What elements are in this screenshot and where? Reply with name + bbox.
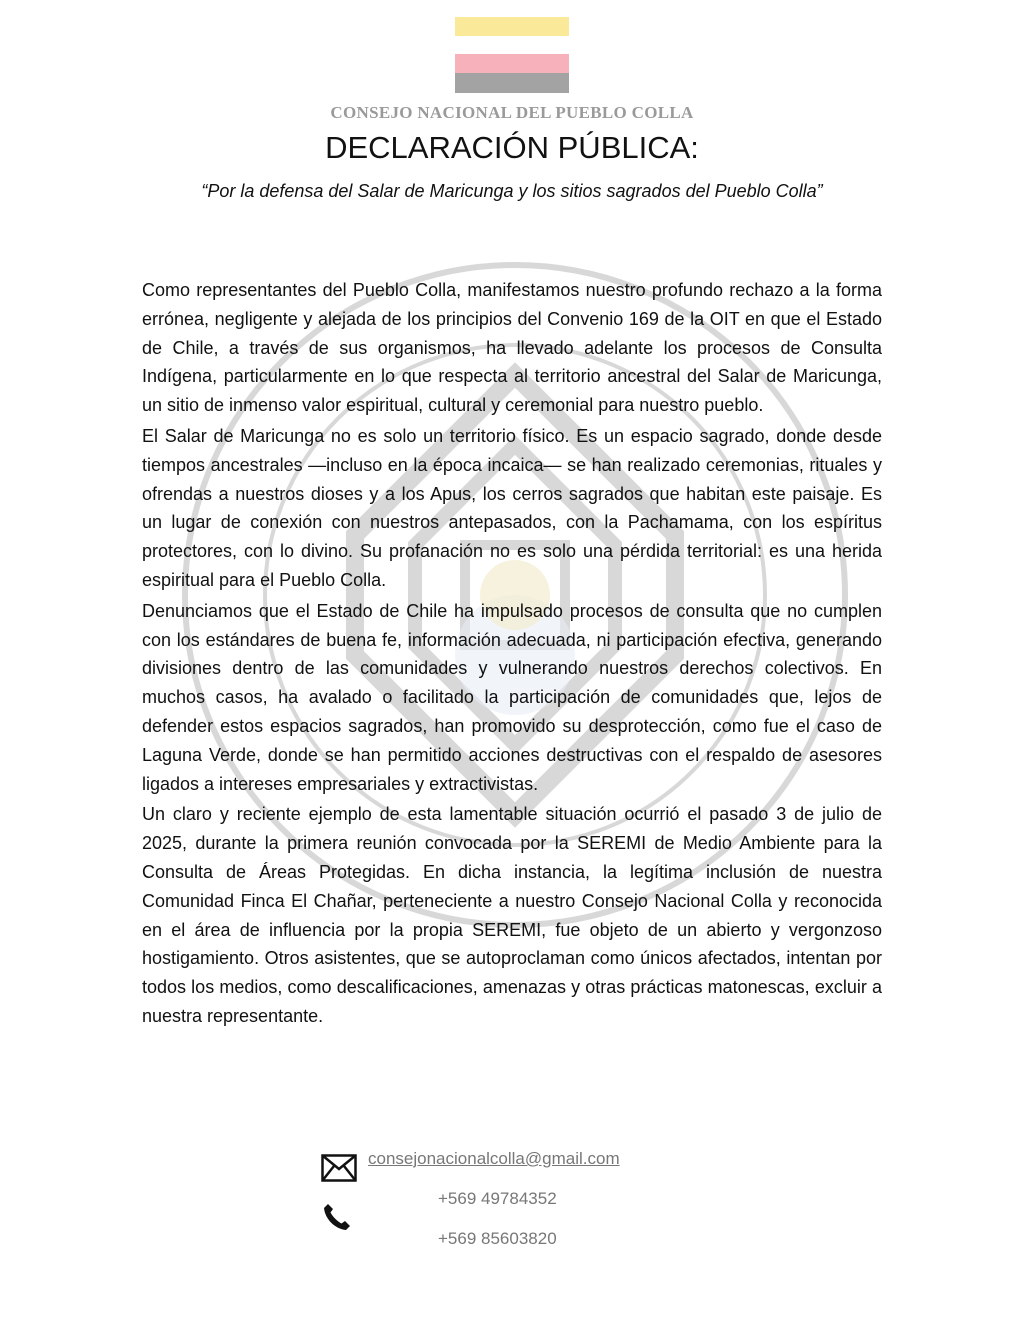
flag-stripe-gray [455, 73, 569, 93]
contact-phone-1: +569 49784352 [438, 1189, 557, 1208]
paragraph-4: Un claro y reciente ejemplo de esta lamentable situación ocurrió el pasado 3 de julio de 2025, durante la primera reunión convocada por la SEREMI de Medio Ambiente para la Consulta de Áreas Protegidas. En dicha instancia, la legítima inclusión de nuestra Comunidad Finca El Chañar, perteneciente a nuestro Consejo Nacional Colla y reconocida en el área de influencia por la propia SEREMI, fue objeto de un abierto y vergonzoso hostigamiento. Otros asistentes, que se autoproclaman como únicos afectados, intentan por todos los medios, como descalificaciones, amenazas y otras prácticas matonescas, excluir a nuestra representante. [142, 804, 882, 1026]
contact-email-link[interactable]: consejonacionalcolla@gmail.com [368, 1149, 620, 1168]
contact-phone-2: +569 85603820 [438, 1229, 557, 1248]
organization-name: CONSEJO NACIONAL DEL PUEBLO COLLA [330, 103, 694, 122]
flag-stripe-pink [455, 54, 569, 73]
paragraph-3: Denunciamos que el Estado de Chile ha impulsado procesos de consulta que no cumplen con los estándares de buena fe, información adecuada, ni participación efectiva, generando divisiones dentro de las comunidades y vulnerando nuestros derechos colectivos. En muchos casos, ha avalado o facilitado la participación de comunidades que, lejos de defender estos espacios sagrados, han promovido su desprotección, como fue el caso de Laguna Verde, donde se han permitido acciones destructivas con el respaldo de asesores ligados a intereses empresariales y extractivistas. [142, 600, 882, 794]
flag-stripe-white [455, 36, 569, 54]
flag-stripe-yellow [455, 17, 569, 36]
paragraph-1: Como representantes del Pueblo Colla, manifestamos nuestro profundo rechazo a la forma errónea, negligente y alejada de los principios del Convenio 169 de la OIT en que el Estado de Chile, a través de sus organismos, ha llevado adelante los procesos de Consulta Indígena, particularmente en lo que respecta al territorio ancestral del Salar de Maricunga, un sitio de inmenso valor espiritual, cultural y ceremonial para nuestro pueblo. [142, 280, 882, 416]
envelope-icon [321, 1154, 357, 1182]
page-title: DECLARACIÓN PÚBLICA: [325, 130, 699, 165]
page-subtitle: “Por la defensa del Salar de Maricunga y los sitios sagrados del Pueblo Colla” [201, 181, 823, 201]
phone-icon [322, 1202, 352, 1232]
declaration-body [142, 276, 882, 1033]
paragraph-2: El Salar de Maricunga no es solo un territorio físico. Es un espacio sagrado, donde desde tiempos ancestrales —incluso en la época incaica— se han realizado ceremonias, rituales y ofrendas a nuestros dioses y a los Apus, los cerros sagrados que habitan este paisaje. Es un lugar de conexión con nuestros antepasados, con la Pachamama, con los espíritus protectores, con lo divino. Su profanación no es solo una pérdida territorial: es una herida espiritual para el Pueblo Colla. [142, 425, 882, 590]
